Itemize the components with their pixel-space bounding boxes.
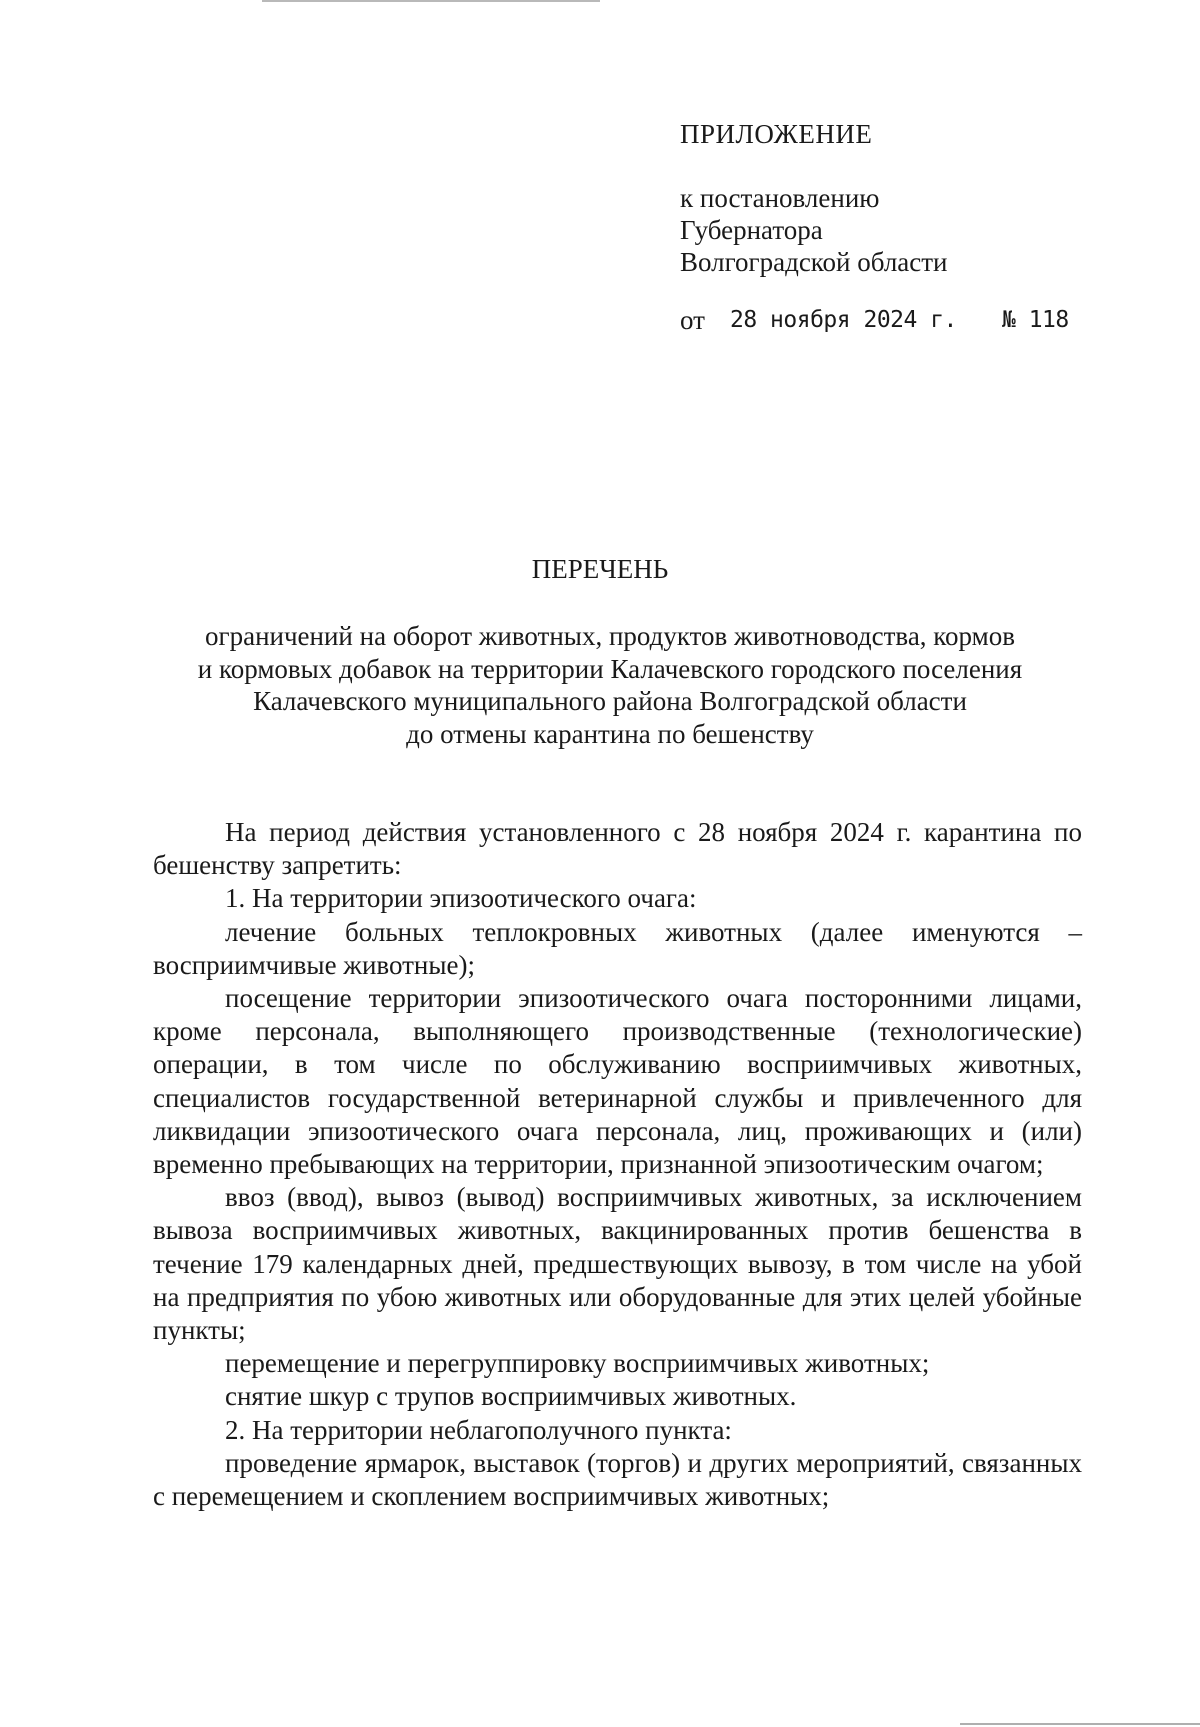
appendix-ref-line: к постановлению [680, 183, 880, 213]
body-paragraph: лечение больных теплокровных животных (далее именуются – восприимчивые животные); [153, 916, 1082, 980]
body-paragraph: 1. На территории эпизоотического очага: [225, 883, 697, 914]
subheading-line: и кормовых добавок на территории Калачевского городского поселения [197, 653, 1023, 684]
appendix-date-row [680, 304, 1080, 336]
document-subheading [150, 620, 1070, 750]
subheading-line: Калачевского муниципального района Волгоградской области [253, 686, 967, 716]
body-paragraph: перемещение и перегруппировку восприимчивых животных; [225, 1348, 930, 1379]
body-paragraph: ввоз (ввод), вывоз (вывод) восприимчивых животных, за исключением вывоза восприимчивых животных, вакцинированных против бешенства в течение 179 календарных дней, предшествующих вывозу, в том числе на убой на предприятия по убою животных или оборудованные для этих целей убойные пункты; [153, 1182, 1082, 1346]
appendix-title: ПРИЛОЖЕНИЕ [680, 119, 873, 149]
document-number: № 118 [1002, 307, 1069, 333]
body-paragraph: проведение ярмарок, выставок (торгов) и других мероприятий, связанных с перемещением и скоплением восприимчивых животных; [153, 1447, 1082, 1512]
subheading-line: до отмены карантина по бешенству [406, 718, 814, 749]
subheading-line: ограничений на оборот животных, продуктов животноводства, кормов [205, 621, 1015, 651]
body-paragraph: 2. На территории неблагополучного пункта: [225, 1414, 732, 1445]
body-paragraph: снятие шкур с трупов восприимчивых животных. [225, 1381, 797, 1412]
date-prefix: от [680, 305, 705, 335]
appendix-block [680, 118, 1080, 336]
body-paragraph: На период действия установленного с 28 ноября 2024 г. карантина по бешенству запретить: [153, 817, 1082, 881]
document-heading: ПЕРЕЧЕНЬ [531, 554, 669, 584]
appendix-ref-line: Губернатора [680, 215, 823, 245]
document-date: 28 ноября 2024 г. [730, 307, 957, 333]
scan-artifact-line [960, 1723, 1200, 1725]
body-paragraph: посещение территории эпизоотического очага посторонними лицами, кроме персонала, выполняющего производственные (технологические) операции, в том числе по обслуживанию восприимчивых животных, специалистов государственной ветеринарной службы и привлеченного для ликвидации эпизоотического очага персонала, лиц, проживающих и (или) временно пребывающих на территории, признанной эпизоотическим очагом; [153, 983, 1082, 1180]
scan-artifact-line [262, 0, 600, 2]
appendix-ref-line: Волгоградской области [680, 247, 948, 277]
appendix-reference [680, 182, 1080, 278]
document-body [153, 816, 1082, 1513]
